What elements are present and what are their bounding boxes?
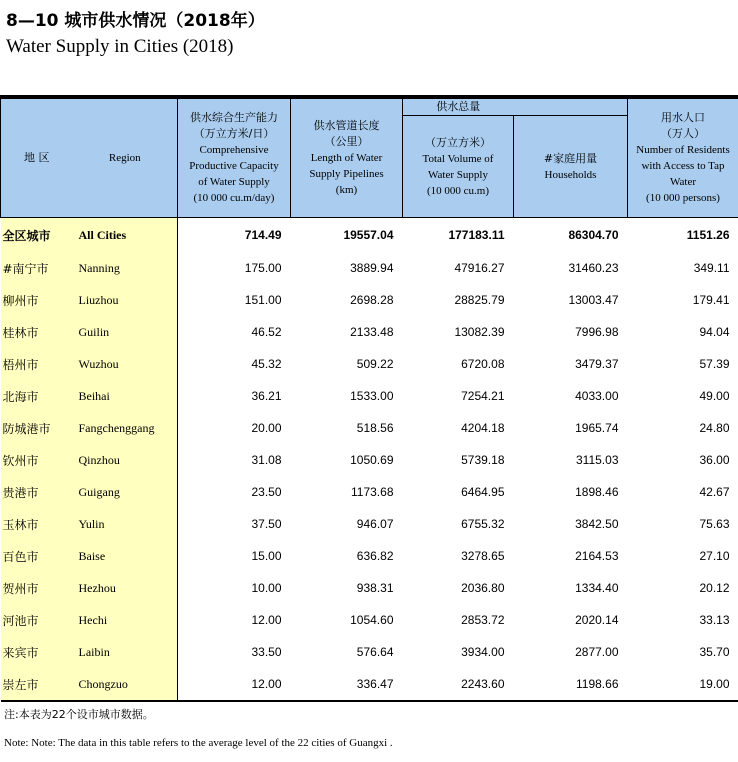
volume-cell: 6464.95: [461, 485, 505, 499]
residents-cell: 24.80: [699, 421, 730, 435]
residents-cell: 49.00: [699, 389, 730, 403]
household-cell: 2877.00: [575, 645, 619, 659]
region-name-cn: 崇左市: [1, 668, 73, 701]
header-residents: [628, 99, 738, 218]
pipeline-cell: 636.82: [356, 549, 394, 563]
capacity-cell: 10.00: [251, 581, 282, 595]
water-supply-table: [0, 98, 738, 702]
capacity-cell: 31.08: [251, 453, 282, 467]
header-volume-en: Total Volume of Water Supply: [422, 152, 494, 181]
header-capacity-en: Comprehensive Productive Capacity of Water Supply: [189, 144, 279, 188]
volume-cell: 13082.39: [454, 325, 505, 339]
header-volume-cn-unit: （万立方米）: [425, 135, 491, 149]
volume-cell: 47916.27: [454, 261, 505, 275]
pipeline-cell: 3889.94: [350, 261, 394, 275]
volume-cell: 3934.00: [461, 645, 505, 659]
residents-cell: 179.41: [692, 293, 730, 307]
region-name-cn: 钦州市: [1, 444, 73, 476]
volume-cell: 3278.65: [461, 549, 505, 563]
capacity-cell: 33.50: [251, 645, 282, 659]
residents-cell: 20.12: [699, 581, 730, 595]
table-row: [1, 412, 738, 444]
header-volume-cn: 供水总量: [436, 100, 481, 113]
region-name-cn: 百色市: [1, 540, 73, 572]
region-name-cn: 玉林市: [1, 508, 73, 540]
header-capacity-unit: (10 000 cu.m/day): [193, 192, 275, 204]
capacity-cell: 23.50: [251, 485, 282, 499]
region-name-en: Fangchenggang: [73, 412, 178, 444]
header-pipeline-cn: 供水管道长度: [313, 119, 380, 132]
pipeline-cell: 1050.69: [350, 453, 394, 467]
residents-cell: 33.13: [699, 613, 730, 627]
household-cell: 1965.74: [575, 421, 619, 435]
table-row: [1, 508, 738, 540]
household-cell: 4033.00: [575, 389, 619, 403]
header-volume-unit: (10 000 cu.m): [426, 184, 489, 197]
pipeline-cell: 576.64: [356, 645, 394, 659]
capacity-cell: 175.00: [244, 261, 282, 275]
header-capacity-cn-unit: （万立方米/日）: [193, 127, 275, 140]
household-cell: 86304.70: [568, 228, 619, 242]
volume-cell: 4204.18: [461, 421, 505, 435]
note-en: Note: Note: The data in this table refers to the average level of the 22 cities of Guangxi .: [4, 737, 393, 749]
region-name-en: Wuzhou: [73, 348, 178, 380]
capacity-cell: 12.00: [251, 613, 282, 627]
capacity-cell: 37.50: [251, 517, 282, 531]
region-name-cn: 北海市: [1, 380, 73, 412]
household-cell: 7996.98: [575, 325, 619, 339]
volume-cell: 6755.32: [461, 517, 505, 531]
volume-cell: 7254.21: [461, 389, 505, 403]
pipeline-cell: 938.31: [356, 581, 394, 595]
table-row: [1, 604, 738, 636]
region-name-cn: 来宾市: [1, 636, 73, 668]
volume-cell: 28825.79: [454, 293, 505, 307]
region-name-en: Guigang: [73, 476, 178, 508]
region-name-en: Guilin: [73, 316, 178, 348]
header-region-cn: 地 区: [1, 99, 73, 218]
volume-cell: 5739.18: [461, 453, 505, 467]
header-capacity-cn: 供水综合生产能力: [190, 111, 278, 124]
table-row: [1, 572, 738, 604]
table-row: [1, 668, 738, 701]
table-row: [1, 380, 738, 412]
capacity-cell: 36.21: [251, 389, 282, 403]
capacity-cell: 714.49: [244, 228, 282, 242]
header-pipeline-en: Length of Water Supply Pipelines: [309, 152, 384, 180]
pipeline-cell: 2698.28: [350, 293, 394, 307]
household-cell: 3115.03: [576, 453, 619, 467]
household-cell: 1198.66: [514, 668, 628, 701]
table-title-cn: 8—10 城市供水情况（2018年）: [6, 11, 265, 31]
residents-cell: 57.39: [699, 357, 730, 371]
pipeline-cell: 946.07: [356, 517, 394, 531]
region-name-cn: 河池市: [1, 604, 73, 636]
residents-cell: 349.11: [693, 261, 730, 275]
region-name-en: Laibin: [73, 636, 178, 668]
capacity-cell: 20.00: [251, 421, 282, 435]
table-body: [1, 218, 738, 702]
header-volume-group: [403, 99, 628, 116]
header-households-en: Households: [544, 168, 597, 181]
table-row: [1, 252, 738, 284]
region-name-en: Yulin: [73, 508, 178, 540]
region-name-cn: 梧州市: [1, 348, 73, 380]
header-pipeline-unit: (km): [335, 184, 358, 196]
region-name-en: Nanning: [73, 252, 178, 284]
region-name-cn: 全区城市: [1, 218, 73, 253]
region-name-en: Hechi: [73, 604, 178, 636]
pipeline-cell: 1173.68: [351, 485, 394, 499]
volume-cell: 177183.11: [448, 228, 505, 242]
pipeline-cell: 336.47: [291, 668, 403, 701]
header-households: [514, 116, 628, 218]
table-row: [1, 284, 738, 316]
region-name-en: Chongzuo: [73, 668, 178, 701]
table-row: [1, 348, 738, 380]
header-households-cn: #家庭用量: [543, 151, 598, 165]
header-pipeline-cn-unit: （公里）: [324, 135, 369, 148]
volume-cell: 6720.08: [461, 357, 505, 371]
pipeline-cell: 509.22: [356, 357, 394, 371]
pipeline-cell: 1054.60: [350, 613, 394, 627]
pipeline-cell: 2133.48: [350, 325, 394, 339]
table-row: [1, 540, 738, 572]
table-row: [1, 476, 738, 508]
household-cell: 2020.14: [575, 613, 619, 627]
household-cell: 13003.47: [568, 293, 619, 307]
household-cell: 3479.37: [575, 357, 619, 371]
region-name-en: Beihai: [73, 380, 178, 412]
household-cell: 3842.50: [575, 517, 619, 531]
pipeline-cell: 1533.00: [350, 389, 394, 403]
volume-cell: 2036.80: [461, 581, 505, 595]
table-row: [1, 444, 738, 476]
volume-cell: 2243.60: [403, 668, 514, 701]
pipeline-cell: 19557.04: [343, 228, 394, 242]
residents-cell: 35.70: [699, 645, 730, 659]
table-row: [1, 636, 738, 668]
pipeline-cell: 518.56: [356, 421, 394, 435]
region-name-cn: 防城港市: [1, 412, 73, 444]
table-row-total: [1, 218, 738, 253]
header-residents-cn: 用水人口: [661, 111, 705, 124]
region-name-cn: #南宁市: [1, 252, 73, 284]
household-cell: 1334.40: [575, 581, 619, 595]
region-name-en: All Cities: [73, 218, 178, 253]
residents-cell: 94.04: [699, 325, 730, 339]
residents-cell: 19.00: [628, 668, 738, 701]
table-header: [1, 99, 738, 218]
residents-cell: 42.67: [699, 485, 730, 499]
capacity-cell: 45.32: [251, 357, 282, 371]
header-residents-cn-unit: （万人）: [661, 127, 705, 140]
region-name-en: Qinzhou: [73, 444, 178, 476]
household-cell: 2164.53: [575, 549, 619, 563]
header-region-en: Region: [73, 99, 178, 218]
residents-cell: 27.10: [699, 549, 730, 563]
capacity-cell: 12.00: [178, 668, 291, 701]
region-name-cn: 贵港市: [1, 476, 73, 508]
header-residents-en: Number of Residents with Access to Tap Water: [636, 144, 730, 188]
capacity-cell: 151.00: [244, 293, 282, 307]
residents-cell: 75.63: [699, 517, 730, 531]
capacity-cell: 15.00: [251, 549, 282, 563]
table-row: [1, 316, 738, 348]
residents-cell: 36.00: [699, 453, 730, 467]
header-pipeline: [291, 99, 403, 218]
header-residents-unit: (10 000 persons): [646, 192, 720, 204]
region-name-en: Liuzhou: [73, 284, 178, 316]
region-name-cn: 桂林市: [1, 316, 73, 348]
household-cell: 31460.23: [568, 261, 619, 275]
note-cn: 注:本表为22个设市城市数据。: [4, 708, 154, 721]
volume-cell: 2853.72: [461, 613, 505, 627]
header-capacity: [178, 99, 291, 218]
residents-cell: 1151.26: [686, 228, 730, 242]
region-name-cn: 贺州市: [1, 572, 73, 604]
region-name-en: Hezhou: [73, 572, 178, 604]
header-volume: [403, 116, 514, 218]
table-title-en: Water Supply in Cities (2018): [6, 36, 234, 57]
capacity-cell: 46.52: [251, 325, 282, 339]
region-name-cn: 柳州市: [1, 284, 73, 316]
household-cell: 1898.46: [575, 485, 619, 499]
region-name-en: Baise: [73, 540, 178, 572]
